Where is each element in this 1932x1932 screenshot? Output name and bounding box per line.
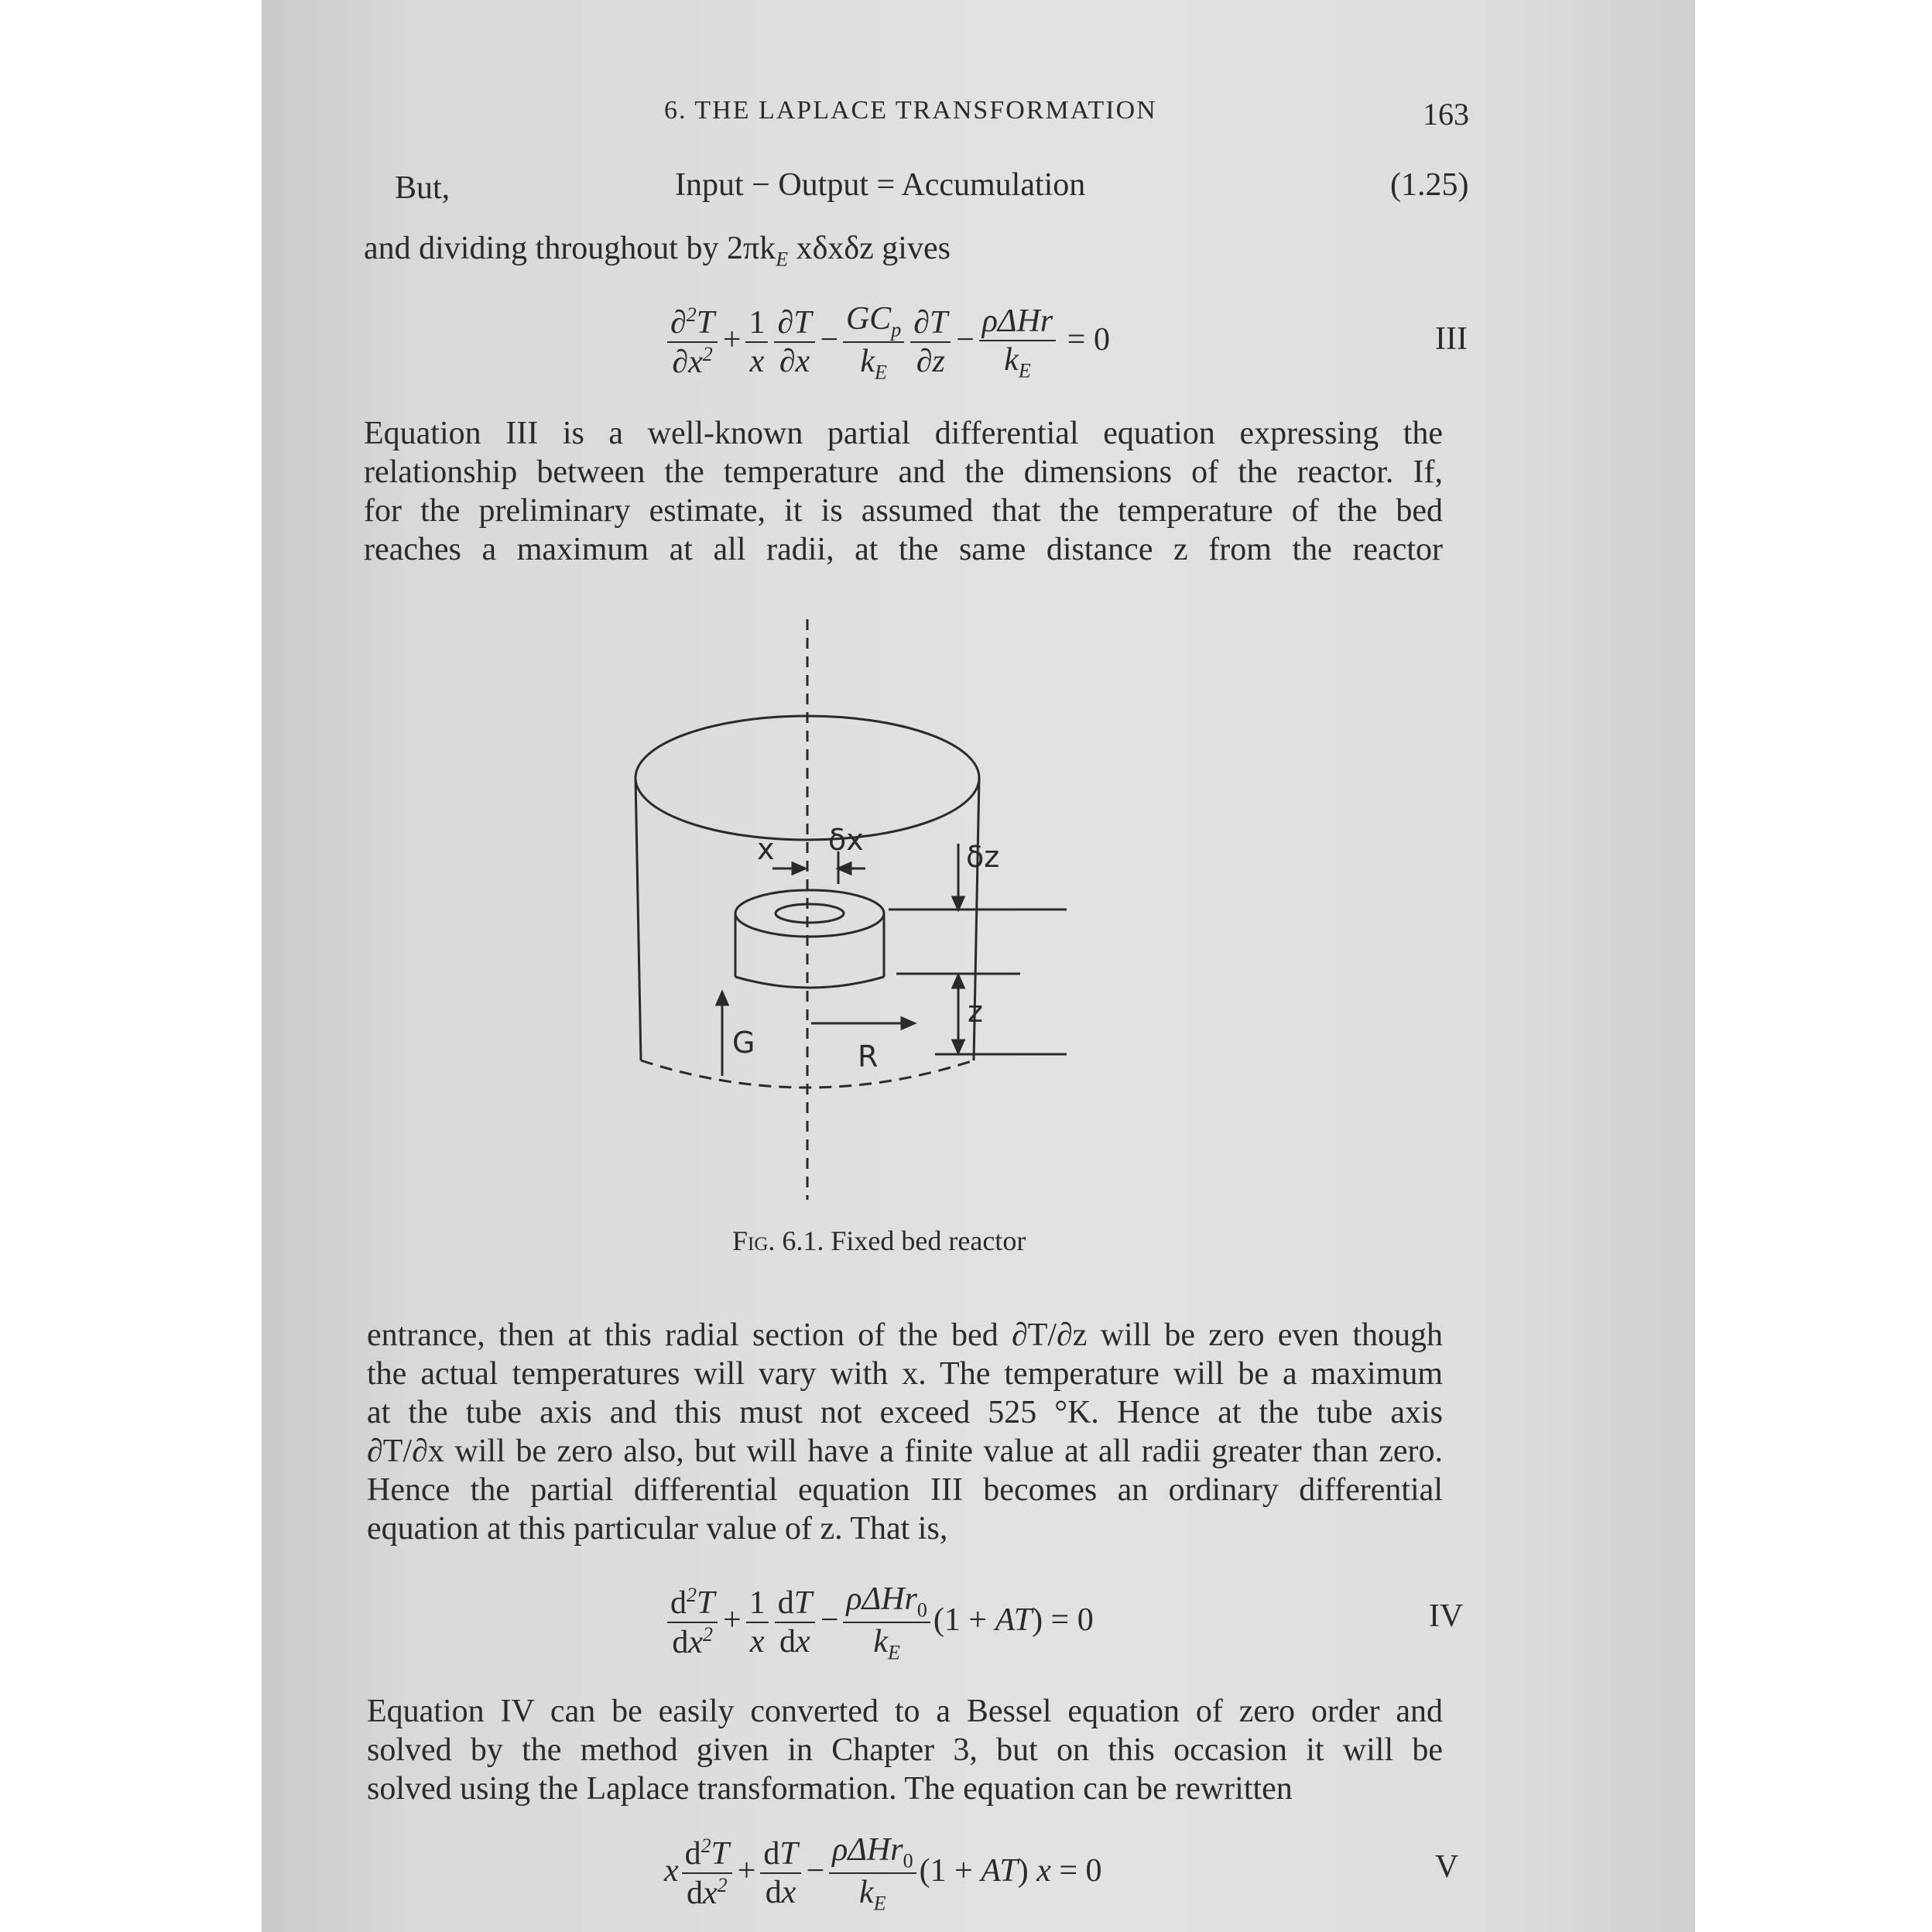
paragraph-line: solved by the method given in Chapter 3, but on this occasion it will be (367, 1732, 1443, 1768)
paragraph-line: reaches a maximum at all radii, at the same distance z from the reactor (364, 532, 1443, 567)
label-z: z (968, 995, 983, 1029)
paragraph-line: for the preliminary estimate, it is assumed that the temperature of the bed (364, 493, 1443, 529)
paragraph-line: equation at this particular value of z. That is, (367, 1511, 948, 1547)
label-dx: δx (828, 823, 864, 857)
dividing-text: and dividing throughout by 2πk (364, 231, 776, 266)
paragraph-line: solved using the Laplace transformation. The equation can be rewritten (367, 1771, 1293, 1807)
paragraph-3 (367, 1692, 1443, 1808)
equation-iii-label: III (1435, 321, 1468, 357)
ring-element-hole (776, 904, 844, 923)
paragraph-line: relationship between the temperature and the dimensions of the reactor. If, (364, 454, 1443, 490)
book-page (262, 0, 1695, 1932)
paragraph-line: the actual temperatures will vary with x. The temperature will be a maximum (367, 1356, 1443, 1392)
paragraph-line: at the tube axis and this must not exceed 525 °K. Hence at the tube axis (367, 1395, 1443, 1430)
figure-caption-text: Fixed bed reactor (831, 1225, 1026, 1256)
dividing-subscript: E (776, 248, 789, 271)
fixed-bed-reactor-figure (525, 604, 1129, 1223)
paragraph-1 (364, 414, 1443, 569)
paragraph-line: Equation III is a well-known partial differential equation expressing the (364, 416, 1443, 451)
equation-v-label: V (1435, 1849, 1459, 1885)
paragraph-2 (367, 1316, 1443, 1548)
paragraph-line: Hence the partial differential equation III becomes an ordinary differential (367, 1472, 1443, 1508)
page-number: 163 (1423, 97, 1469, 132)
ring-element-bottom (735, 977, 884, 988)
paragraph-line: Equation IV can be easily converted to a Bessel equation of zero order and (367, 1694, 1443, 1729)
figure-caption-number: Fig. 6.1. (732, 1225, 824, 1256)
dividing-rest: xδxδz gives (796, 231, 951, 266)
label-dz: δz (966, 840, 1000, 874)
equation-v: x $\frac{d^2T}{dx^2}$ + $\frac{dT}{dx}$ − $\frac{\rho\Delta Hr_0}{k_E}$ (1 + AT) x = 0 (664, 1832, 1102, 1915)
figure-caption (732, 1225, 1026, 1257)
balance-equation-label: (1.25) (1390, 167, 1469, 203)
paragraph-line: entrance, then at this radial section of the bed ∂T/∂z will be zero even though (367, 1317, 1443, 1353)
equation-iii: $\frac{\partial^2T}{\partial x^2}$ + $\frac{1}{x}$ $\frac{\partial T}{\partial x}$ − $\frac{GC_p}{k_E}$ $\frac{\partial T}{\partial z}$ − $\frac{\text{ρΔHr}}{k_E}$ = 0 (664, 300, 1110, 385)
balance-equation: Input − Output = Accumulation (675, 167, 1086, 203)
running-header: 6. THE LAPLACE TRANSFORMATION (664, 96, 1157, 125)
equation-iv-label: IV (1429, 1598, 1464, 1634)
label-x: x (757, 832, 775, 866)
ring-element-top (735, 890, 884, 937)
reactor-left-wall (635, 778, 641, 1060)
but-label: But, (395, 170, 450, 206)
label-g: G (732, 1026, 755, 1060)
label-r: R (858, 1040, 879, 1074)
equation-iv: $\frac{d^2T}{dx^2}$ + $\frac{1}{x}$ $\frac{dT}{dx}$ − $\frac{\rho\Delta Hr_0}{k_E}$ (1 + AT) = 0 (664, 1581, 1094, 1665)
paragraph-line: ∂T/∂x will be zero also, but will have a finite value at all radii greater than zero. (367, 1434, 1443, 1469)
dividing-sentence (364, 229, 951, 279)
